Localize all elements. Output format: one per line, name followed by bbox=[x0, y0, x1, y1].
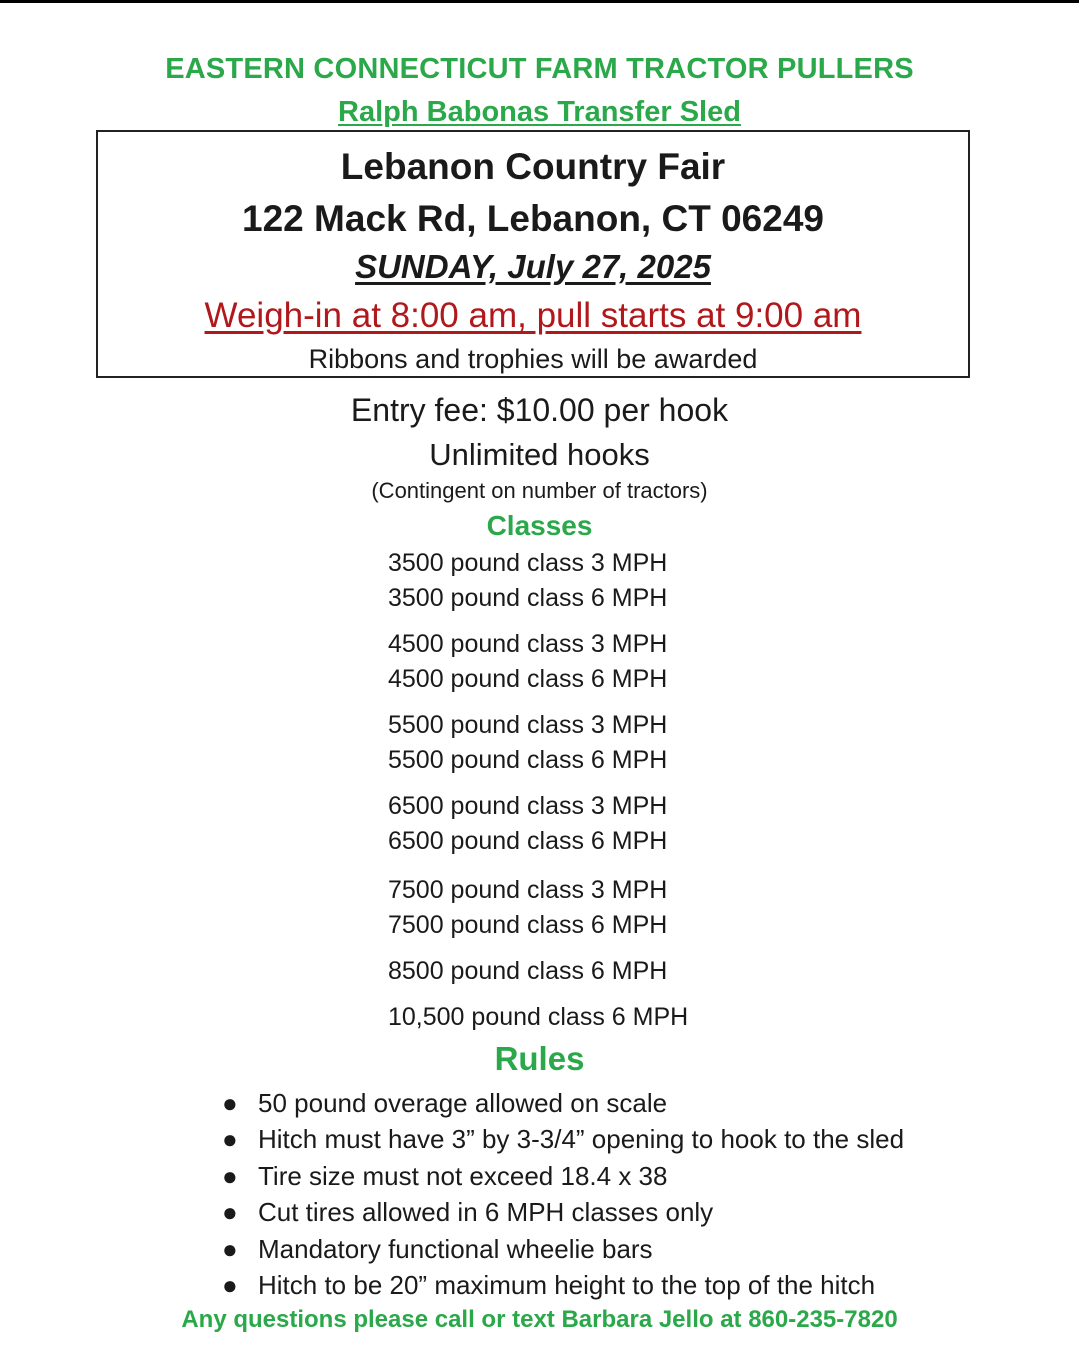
rule-item bbox=[222, 1161, 667, 1192]
rule-text: Hitch must have 3” by 3-3/4” opening to hook to the sled bbox=[258, 1124, 905, 1154]
classes-heading: Classes bbox=[486, 510, 593, 541]
rule-text: Mandatory functional wheelie bars bbox=[258, 1234, 653, 1264]
bullet-icon: ● bbox=[222, 1234, 238, 1264]
rule-item bbox=[222, 1270, 875, 1301]
weigh-in-schedule bbox=[98, 296, 968, 336]
fair-address: 122 Mack Rd, Lebanon, CT 06249 bbox=[242, 198, 824, 239]
rule-text: Hitch to be 20” maximum height to the top of the hitch bbox=[258, 1270, 876, 1300]
bullet-icon: ● bbox=[222, 1124, 238, 1154]
rule-text: Tire size must not exceed 18.4 x 38 bbox=[258, 1161, 668, 1191]
fair-date bbox=[98, 248, 968, 286]
class-item: 10,500 pound class 6 MPH bbox=[388, 1003, 689, 1031]
class-item: 7500 pound class 6 MPH bbox=[388, 911, 668, 939]
organization-title: EASTERN CONNECTICUT FARM TRACTOR PULLERS bbox=[165, 53, 914, 85]
entry-fee: Entry fee: $10.00 per hook bbox=[350, 392, 729, 428]
class-item: 4500 pound class 3 MPH bbox=[388, 630, 668, 658]
class-item: 5500 pound class 3 MPH bbox=[388, 711, 668, 739]
class-item: 4500 pound class 6 MPH bbox=[388, 665, 668, 693]
class-item: 7500 pound class 3 MPH bbox=[388, 876, 668, 904]
contingent-note: (Contingent on number of tractors) bbox=[371, 478, 708, 503]
fair-date-text: SUNDAY, July 27, 2025 bbox=[355, 248, 711, 285]
sled-title-text: Ralph Babonas Transfer Sled bbox=[338, 96, 741, 128]
rule-item bbox=[222, 1234, 653, 1265]
class-item: 3500 pound class 3 MPH bbox=[388, 549, 668, 577]
class-item: 6500 pound class 6 MPH bbox=[388, 827, 668, 855]
top-border-line bbox=[0, 0, 1079, 3]
contact-line: Any questions please call or text Barbara Jello at 860-235-7820 bbox=[181, 1306, 898, 1333]
bullet-icon: ● bbox=[222, 1161, 238, 1191]
awards-note: Ribbons and trophies will be awarded bbox=[308, 344, 758, 374]
sled-title bbox=[0, 96, 1079, 129]
class-item: 5500 pound class 6 MPH bbox=[388, 746, 668, 774]
rules-heading: Rules bbox=[494, 1040, 585, 1077]
weigh-in-schedule-text: Weigh-in at 8:00 am, pull starts at 9:00 am bbox=[204, 296, 862, 335]
unlimited-hooks: Unlimited hooks bbox=[429, 437, 650, 472]
class-item: 8500 pound class 6 MPH bbox=[388, 957, 668, 985]
event-info-box bbox=[96, 130, 970, 378]
bullet-icon: ● bbox=[222, 1197, 238, 1227]
class-item: 3500 pound class 6 MPH bbox=[388, 584, 668, 612]
rule-item bbox=[222, 1124, 904, 1155]
rule-text: 50 pound overage allowed on scale bbox=[258, 1088, 668, 1118]
class-item: 6500 pound class 3 MPH bbox=[388, 792, 668, 820]
fair-name: Lebanon Country Fair bbox=[340, 146, 726, 187]
bullet-icon: ● bbox=[222, 1270, 238, 1300]
bullet-icon: ● bbox=[222, 1088, 238, 1118]
rule-text: Cut tires allowed in 6 MPH classes only bbox=[258, 1197, 714, 1227]
rule-item bbox=[222, 1088, 667, 1119]
rule-item bbox=[222, 1197, 713, 1228]
